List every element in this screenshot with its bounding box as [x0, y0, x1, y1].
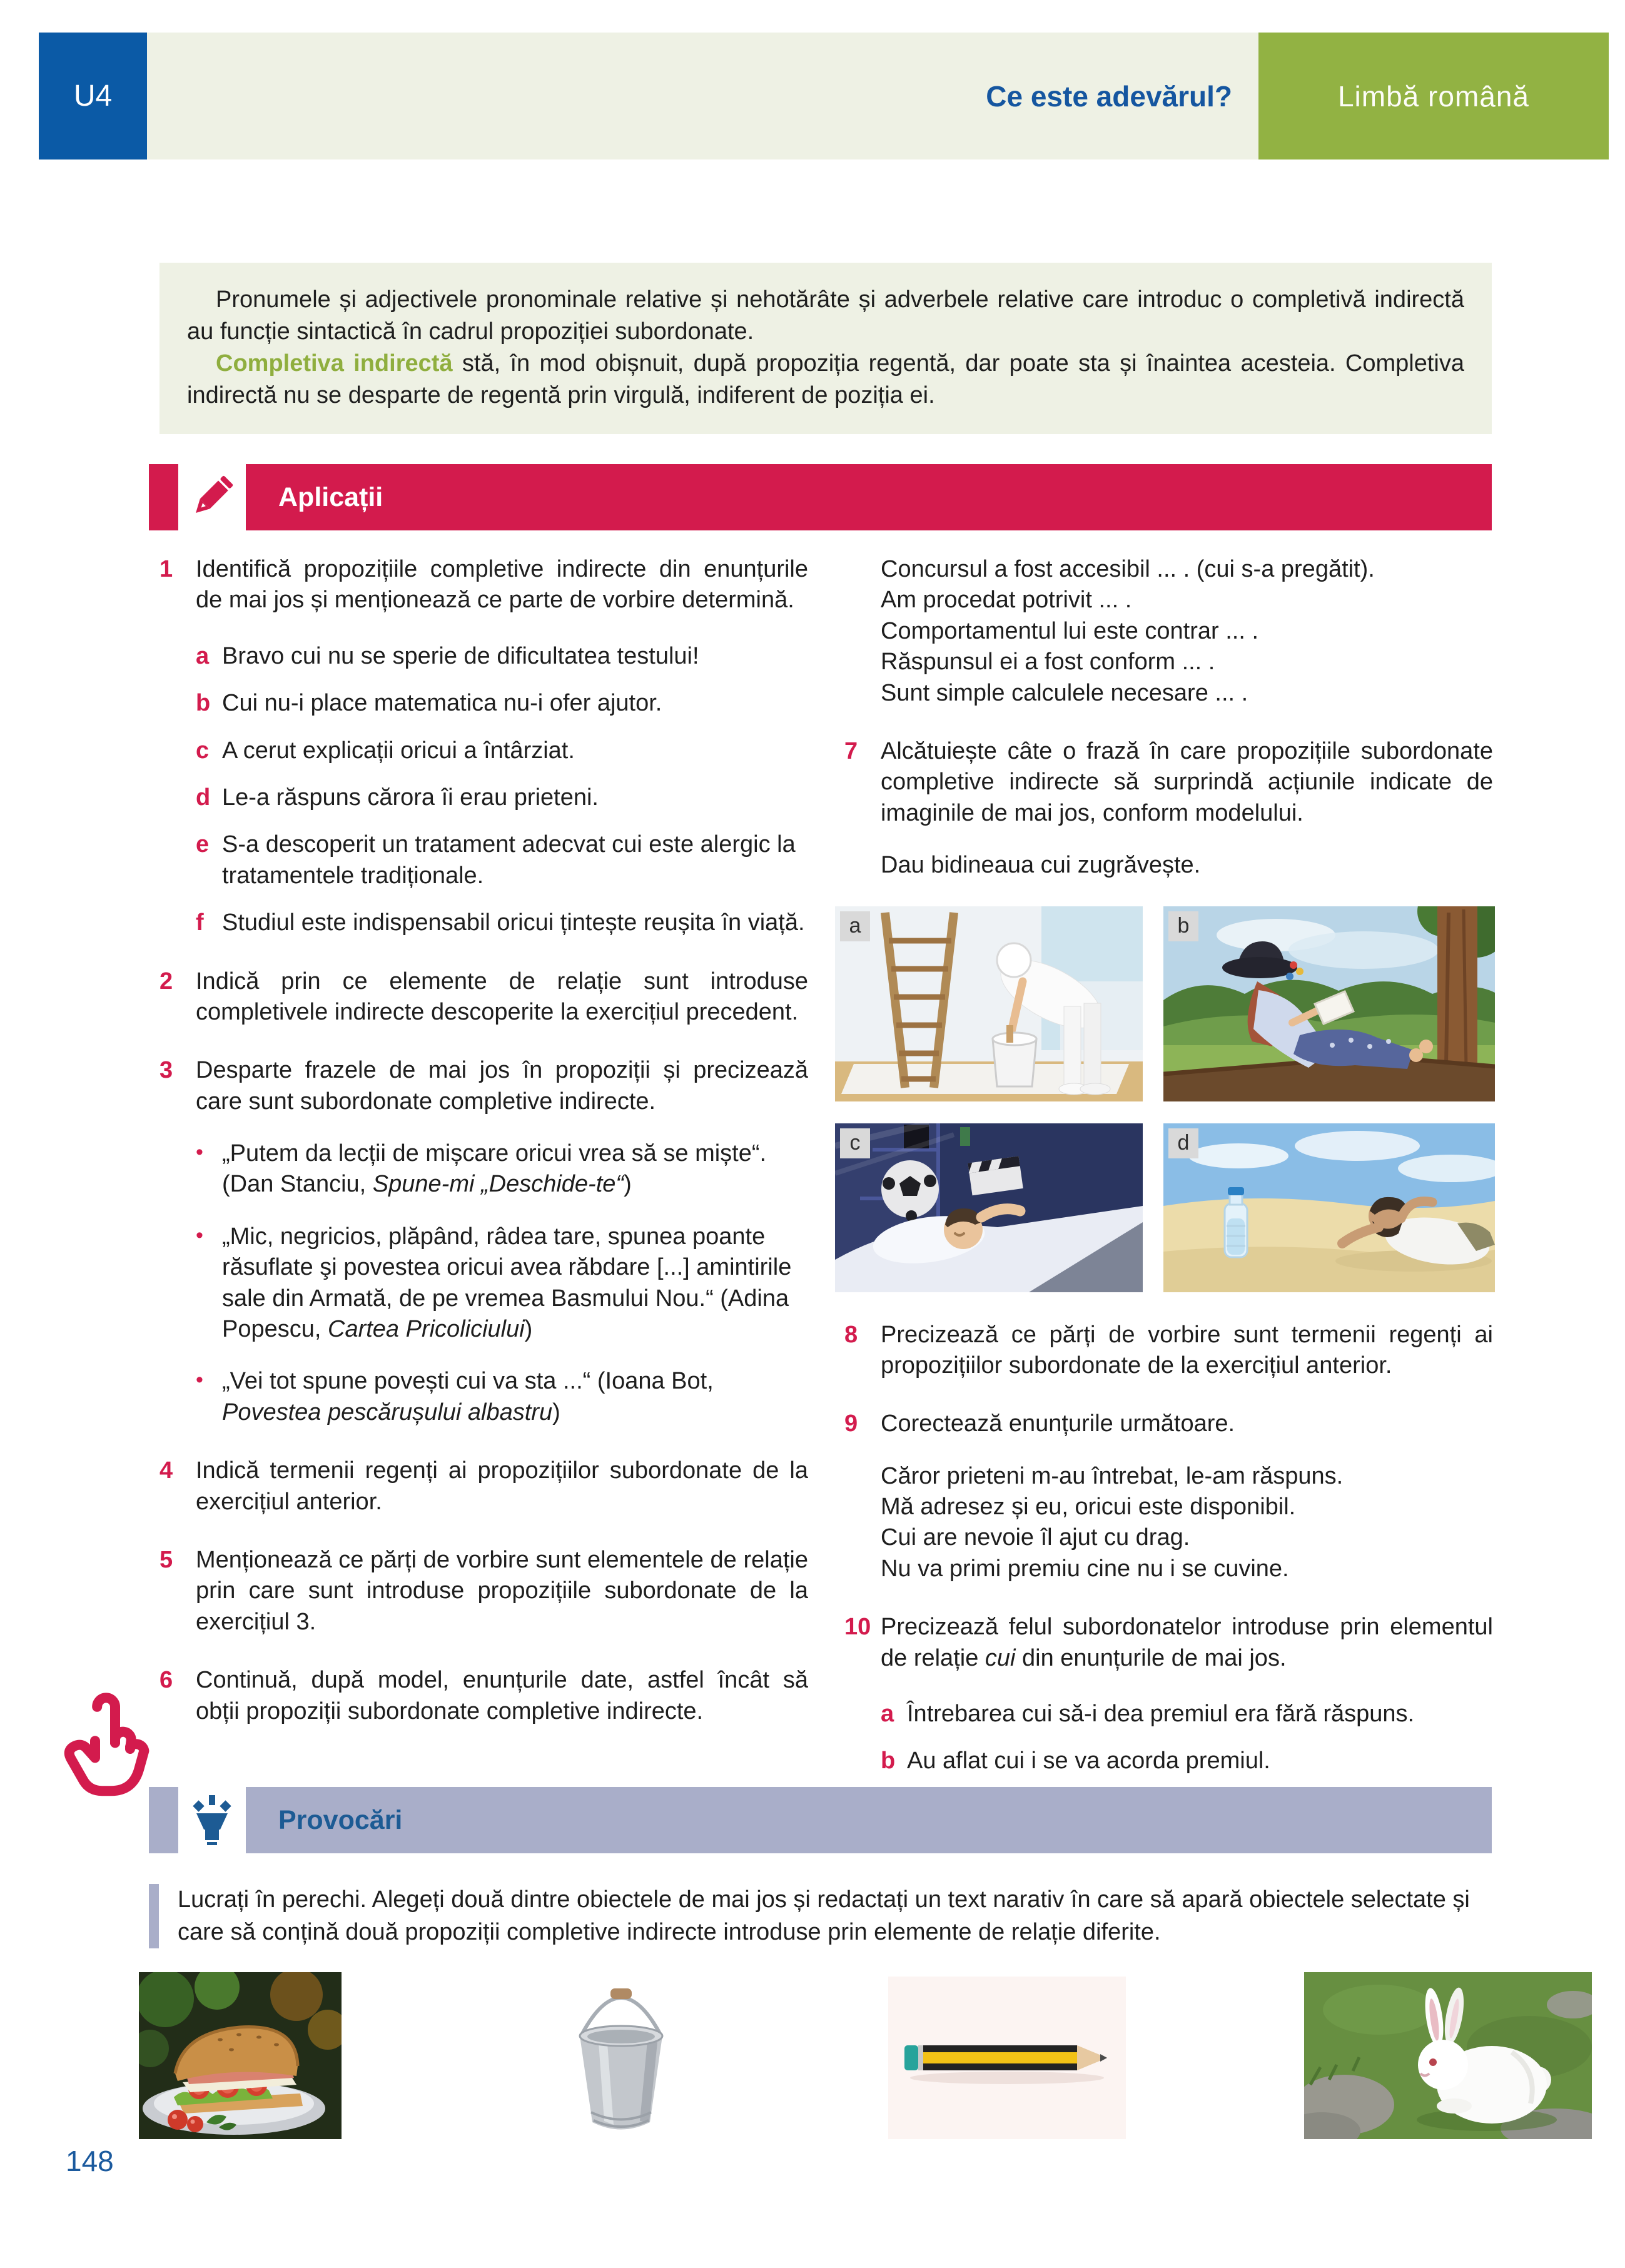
photo-label: d: [1168, 1128, 1198, 1158]
exercise-text: Precizează felul subordonatelor introduse prin elementul de relație cui din enunțurile de mai jos.: [881, 1614, 1493, 1671]
exercise-text: Corectează enunțurile următoare.: [881, 1410, 1235, 1437]
page-number: 148: [66, 2145, 114, 2177]
exercise-3: [159, 1055, 808, 1428]
exercise-4: [159, 1455, 808, 1517]
exercise-text: Alcătuiește câte o frază în care propozițiile subordonate completive indirecte să surprindă acțiunile indicate de imaginile de mai jos, conform modelului.: [881, 737, 1493, 826]
left-column: [159, 554, 808, 1824]
photo-sandwich: [139, 1972, 342, 2139]
photo-label: a: [840, 911, 870, 941]
exercise-7-model: Dau bidineaua cui zugrăvește.: [881, 852, 1201, 879]
model-sentence: Comportamentul lui este contrar ... .: [881, 617, 1259, 644]
exercise-text: Precizează ce părți de vorbire sunt termenii regenți ai propozițiilor subordonate de la exercițiul anterior.: [881, 1321, 1493, 1379]
model-sentence: Sunt simple calculele necesare ... .: [881, 679, 1248, 706]
exercise-6-model-sentences: [881, 554, 1493, 709]
model-sentence: Concursul a fost accesibil ... . (cui s-a pregătit).: [881, 556, 1375, 582]
chapter-title-strip: [147, 33, 1258, 159]
photo-rabbit: [1304, 1972, 1592, 2139]
sentences-to-correct: [881, 1461, 1493, 1585]
lightbulb-icon: [178, 1787, 246, 1853]
list-item: b Au aflat cui i se va acorda premiul.: [881, 1748, 1270, 1774]
pencil-icon: [178, 464, 246, 530]
photo-bucket: [541, 1972, 701, 2139]
banner-title: Provocări: [246, 1787, 1492, 1853]
section-banner-aplicatii: [149, 464, 1492, 530]
term-highlight: Completiva indirectă: [216, 350, 453, 377]
model-sentence: Răspunsul ei a fost conform ... .: [881, 649, 1215, 676]
photo-pencil: [888, 1977, 1126, 2139]
list-item: a Bravo cui nu se sperie de dificultatea testului!: [196, 642, 699, 669]
bullet-icon: •: [196, 1368, 203, 1392]
challenge-block: [149, 1884, 1495, 1948]
exercise-number: 10: [844, 1614, 871, 1641]
exercise-5: [159, 1545, 808, 1638]
exercise-1: [159, 554, 808, 939]
photo-desert-crawl: [1163, 1123, 1495, 1292]
exercise-number: 9: [844, 1410, 858, 1437]
page-header: [39, 33, 1609, 159]
model-sentence: Am procedat potrivit ... .: [881, 587, 1132, 614]
list-item: f Studiul este indispensabil oricui țintește reușita în viață.: [196, 909, 805, 936]
exercise-6: [159, 1665, 808, 1727]
exercise-number: 4: [159, 1457, 173, 1484]
photo-painter: [835, 906, 1143, 1101]
bullet-icon: •: [196, 1223, 203, 1247]
chapter-title: Ce este adevărul?: [986, 79, 1232, 113]
list-item: e S-a descoperit un tratament adecvat cui este alergic la tratamentele tradiționale.: [196, 831, 796, 889]
exercise-text: Desparte frazele de mai jos în propoziții și precizează care sunt subordonate completive indirecte.: [196, 1057, 808, 1115]
challenge-text: Lucrați în perechi. Alegeți două dintre obiectele de mai jos și redactați un text narativ în care să apară obiectele selectate și care să conțină două propoziții completive indirecte introduse prin elemente de relație diferite.: [178, 1886, 1470, 1945]
sentence: Cui are nevoie îl ajut cu drag.: [881, 1524, 1190, 1551]
quote-item: • „Mic, negricios, plăpând, râdea tare, spunea poante răsuflate şi povestea oricui avea răbdare [...] amintirile sale din Armată, de pe vremea Basmului Nou.“ (Adina Popescu, Cartea Pricoliciului): [196, 1222, 808, 1345]
exercise-9: [844, 1409, 1493, 1584]
list-item: a Întrebarea cui să-i dea premiul era fără răspuns.: [881, 1701, 1415, 1728]
exercise-columns: [159, 554, 1495, 1824]
exercise-number: 6: [159, 1667, 173, 1694]
sentence: Nu va primi premiu cine nu i se cuvine.: [881, 1555, 1289, 1582]
theory-paragraph-1: Pronumele și adjectivele pronominale relative și nehotărâte și adverbele relative care introduc o completivă indirectă au funcție sintactică în cadrul propoziției subordonate.: [187, 286, 1464, 345]
photo-label: c: [840, 1128, 870, 1158]
right-column: [844, 554, 1493, 1824]
exercise-number: 5: [159, 1546, 173, 1573]
list-item: c A cerut explicații oricui a întârziat.: [196, 737, 575, 764]
exercise-2: [159, 966, 808, 1028]
sentence: Mă adresez și eu, oricui este disponibil.: [881, 1494, 1296, 1521]
quote-item: • „Vei tot spune povești cui va sta ...“ (Ioana Bot, Povestea pescărușului albastru): [196, 1366, 808, 1428]
photo-reading-woman: [1163, 906, 1495, 1101]
subject-badge: Limbă română: [1258, 33, 1609, 159]
theory-paragraph-2: Completiva indirectă stă, în mod obișnuit, după propoziția regentă, dar poate sta și înaintea acesteia. Completiva indirectă nu se desparte de regentă prin virgulă, indiferent de poziția ei.: [187, 350, 1464, 408]
exercise-number: 7: [844, 737, 858, 764]
theory-box: [159, 263, 1492, 434]
exercise-number: 2: [159, 968, 173, 995]
pointing-hand-icon: [55, 1689, 155, 1808]
exercise-number: 3: [159, 1057, 173, 1084]
list-item: d Le-a răspuns cărora îi erau prieteni.: [196, 784, 599, 811]
photo-sleeping-boy: [835, 1123, 1143, 1292]
list-item: b Cui nu-i place matematica nu-i ofer ajutor.: [196, 690, 662, 717]
unit-badge: U4: [39, 33, 147, 159]
banner-chip: [149, 464, 178, 530]
exercise-7: [844, 736, 1493, 829]
exercise-7-image-grid: [835, 906, 1493, 1292]
exercise-text: Menționează ce părți de vorbire sunt elementele de relație prin care sunt introduse propozițiile subordonate de la exercițiul 3.: [196, 1546, 808, 1635]
exercise-number: 8: [844, 1321, 858, 1348]
exercise-text: Indică prin ce elemente de relație sunt introduse completivele indirecte descoperite la exercițiul precedent.: [196, 968, 808, 1025]
exercise-8: [844, 1320, 1493, 1382]
quote-item: • „Putem da lecții de mișcare oricui vrea să se miște“. (Dan Stanciu, Spune-mi „Deschide-te“): [196, 1138, 808, 1200]
exercise-text: Indică termenii regenți ai propozițiilor subordonate de la exercițiul anterior.: [196, 1457, 808, 1515]
exercise-text: Identifică propozițiile completive indirecte din enunțurile de mai jos și menționează ce parte de vorbire determină.: [196, 556, 808, 614]
photo-label: b: [1168, 911, 1198, 941]
exercise-number: 1: [159, 556, 173, 582]
banner-chip: [149, 1787, 178, 1853]
section-banner-provocari: [149, 1787, 1492, 1853]
bullet-icon: •: [196, 1140, 203, 1165]
exercise-text: Continuă, după model, enunțurile date, astfel încât să obții propoziții subordonate completive indirecte.: [196, 1667, 808, 1724]
sentence: Căror prieteni m-au întrebat, le-am răspuns.: [881, 1462, 1344, 1489]
banner-title: Aplicații: [246, 464, 1492, 530]
accent-bar: [149, 1884, 159, 1948]
